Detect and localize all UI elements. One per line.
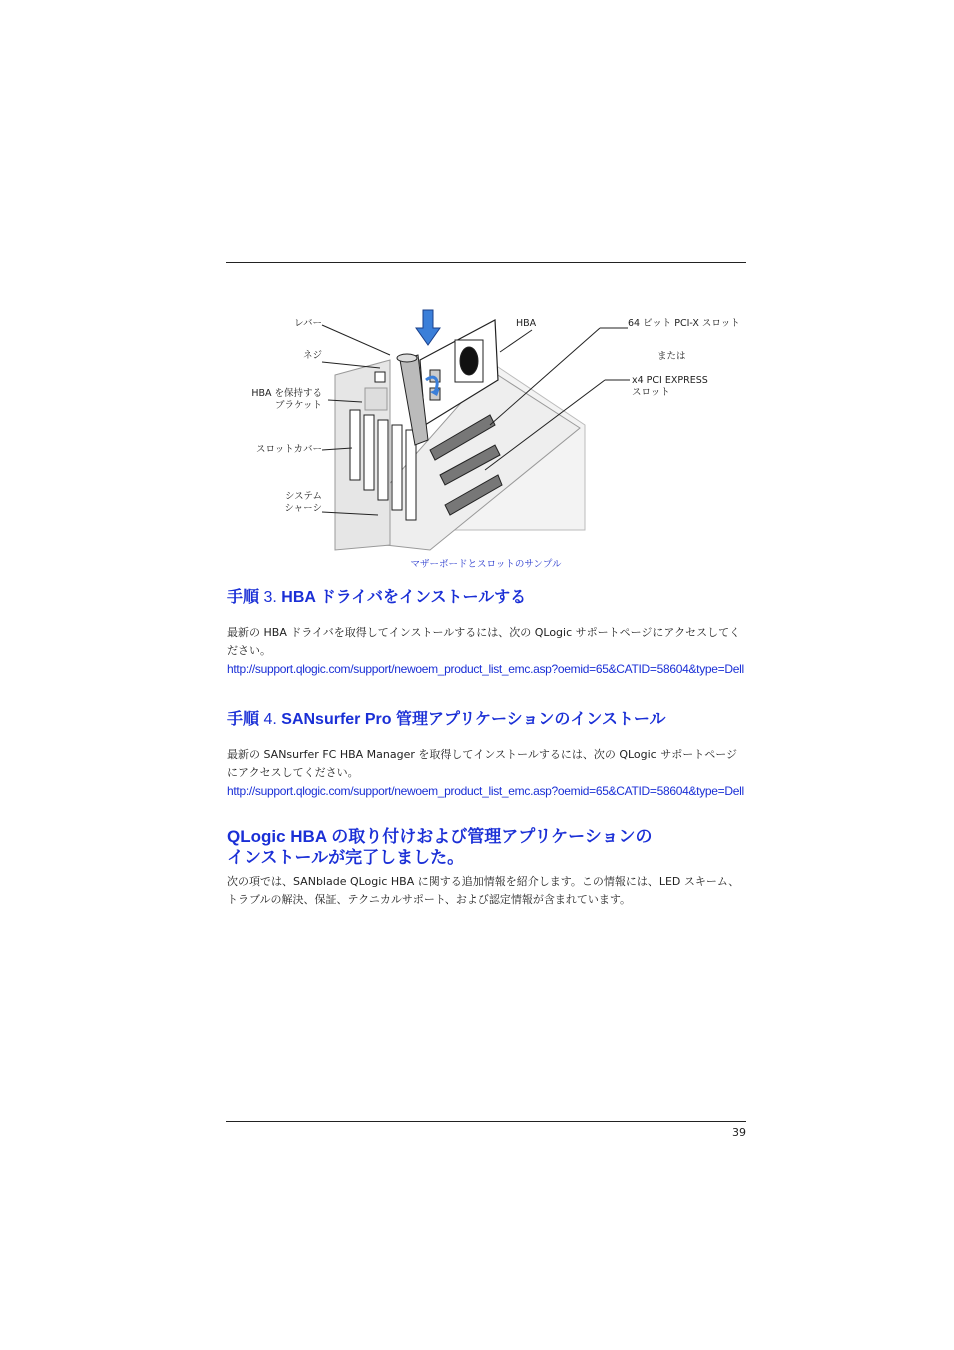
label-pcix-slot: 64 ビット PCI-X スロット	[628, 318, 740, 329]
section-body: 次の項では、SANblade QLogic HBA に関する追加情報を紹介します。この情報には、LED スキーム、トラブルの解決、保証、テクニカルサポート、および認定情報が含まれています。	[227, 875, 740, 906]
step4-number: 4.	[263, 711, 277, 728]
step4-heading	[227, 706, 666, 729]
step3-title: HBA ドライバをインストールする	[281, 589, 527, 606]
label-lever: レバー	[294, 318, 322, 329]
motherboard-illustration	[240, 300, 750, 560]
label-screw: ネジ	[302, 350, 322, 361]
label-chassis-line1: システム	[284, 491, 322, 502]
step3-heading	[227, 584, 526, 607]
label-pcie-line2: スロット	[632, 387, 670, 398]
label-chassis-line2: シャーシ	[284, 503, 322, 514]
hba-installation-figure	[240, 300, 750, 560]
step4-url-link[interactable]: http://support.qlogic.com/support/newoem_product_list_emc.asp?oemid=65&CATID=58604&type=Dell	[227, 784, 744, 798]
page-number: 39	[732, 1126, 746, 1139]
label-bracket-line2: ブラケット	[274, 400, 322, 411]
step3-number: 3.	[263, 589, 277, 606]
section-heading-line2: インストールが完了しました。	[227, 848, 465, 867]
step3-url-link[interactable]: http://support.qlogic.com/support/newoem_product_list_emc.asp?oemid=65&CATID=58604&type=Dell	[227, 662, 744, 676]
label-hba: HBA	[516, 318, 537, 329]
bottom-rule	[226, 1121, 746, 1122]
step4-body: 最新の SANsurfer FC HBA Manager を取得してインストールするには、次の QLogic サポートページにアクセスしてください。	[227, 748, 738, 779]
label-slot-cover: スロットカバー	[255, 444, 322, 455]
step3-prefix: 手順	[227, 589, 260, 606]
label-or: または	[657, 351, 686, 362]
step4-prefix: 手順	[227, 711, 260, 728]
step3-body: 最新の HBA ドライバを取得してインストールするには、次の QLogic サポートページにアクセスしてください。	[227, 626, 741, 657]
label-pcie-line1: x4 PCI EXPRESS	[632, 375, 708, 386]
label-bracket-line1: HBA を保持する	[251, 388, 322, 399]
step4-title: SANsurfer Pro 管理アプリケーションのインストール	[281, 711, 666, 728]
section-heading-line1: QLogic HBA の取り付けおよび管理アプリケーションの	[227, 827, 653, 846]
figure-caption: マザーボードとスロットのサンプル	[410, 559, 562, 570]
section-heading	[227, 826, 653, 868]
top-rule	[226, 262, 746, 263]
